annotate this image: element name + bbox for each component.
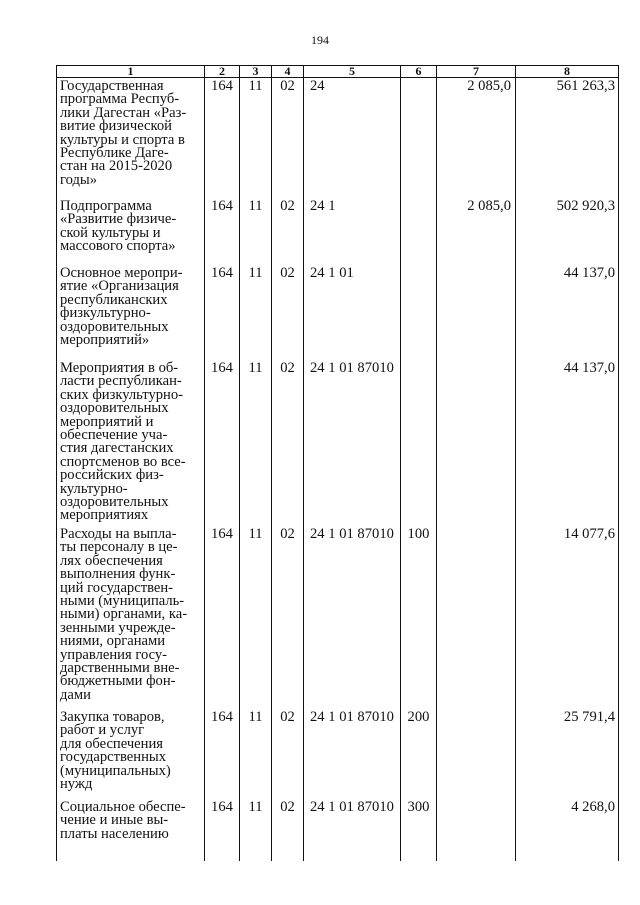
cell-code-3: 11	[240, 360, 272, 526]
description-line: лики Дагестан «Раз-	[60, 104, 187, 121]
row-description	[57, 265, 205, 360]
cell-code-4: 02	[272, 78, 304, 199]
description-line: государственных	[60, 749, 167, 766]
cell-target-article: 24 1 01 87010	[304, 799, 401, 861]
cell-code-3: 11	[240, 265, 272, 360]
table-row	[57, 360, 619, 526]
cell-code-3: 11	[240, 526, 272, 709]
cell-code-2: 164	[205, 78, 240, 199]
description-line: ты персоналу в це-	[60, 539, 178, 556]
description-line: оздоровительных	[60, 494, 169, 511]
description-line: республиканских	[60, 291, 168, 308]
description-line: ятие «Организация	[60, 278, 179, 295]
cell-expense-type: 200	[401, 709, 437, 799]
column-header-1: 1	[57, 66, 205, 78]
table-row	[57, 526, 619, 709]
description-line: Основное меропри-	[60, 265, 183, 281]
table-row	[57, 709, 619, 799]
column-header-5: 5	[304, 66, 401, 78]
cell-code-3: 11	[240, 799, 272, 861]
description-line: ской культуры и	[60, 224, 161, 241]
description-line: нужд	[60, 776, 93, 793]
description-line: дарственными вне-	[60, 660, 180, 677]
cell-amount-8: 4 268,0	[516, 799, 619, 861]
description-line: мероприятий и	[60, 413, 154, 430]
description-line: ными (муниципаль-	[60, 593, 185, 610]
cell-expense-type	[401, 265, 437, 360]
description-line: российских физ-	[60, 467, 164, 484]
cell-expense-type: 300	[401, 799, 437, 861]
column-header-8: 8	[516, 66, 619, 78]
cell-target-article: 24 1	[304, 198, 401, 265]
description-line: Расходы на выпла-	[60, 526, 177, 542]
column-header-6: 6	[401, 66, 437, 78]
description-line: Подпрограмма	[60, 198, 152, 214]
cell-code-2: 164	[205, 709, 240, 799]
description-line: обеспечение уча-	[60, 427, 168, 444]
cell-target-article: 24	[304, 78, 401, 199]
cell-code-4: 02	[272, 526, 304, 709]
row-description	[57, 360, 205, 526]
description-line: дами	[60, 686, 91, 703]
cell-amount-7	[437, 360, 516, 526]
cell-expense-type	[401, 78, 437, 199]
cell-expense-type: 100	[401, 526, 437, 709]
description-line: зенными учрежде-	[60, 619, 176, 636]
cell-code-4: 02	[272, 198, 304, 265]
column-header-2: 2	[205, 66, 240, 78]
cell-code-4: 02	[272, 709, 304, 799]
description-line: физкультурно-	[60, 305, 151, 322]
cell-target-article: 24 1 01 87010	[304, 360, 401, 526]
row-description	[57, 526, 205, 709]
cell-code-2: 164	[205, 360, 240, 526]
table-body	[57, 78, 619, 862]
cell-amount-7: 2 085,0	[437, 198, 516, 265]
cell-code-4: 02	[272, 799, 304, 861]
cell-amount-7	[437, 526, 516, 709]
description-line: работ и услуг	[60, 722, 145, 739]
cell-target-article: 24 1 01 87010	[304, 526, 401, 709]
description-line: Мероприятия в об-	[60, 360, 179, 376]
description-line: витие физической	[60, 118, 172, 135]
description-line: чение и иные вы-	[60, 812, 169, 829]
cell-target-article: 24 1 01 87010	[304, 709, 401, 799]
description-line: культурно-	[60, 480, 128, 497]
description-line: ских физкультурно-	[60, 386, 184, 403]
table-row	[57, 78, 619, 199]
table-row	[57, 198, 619, 265]
description-line: лях обеспечения	[60, 552, 163, 569]
description-line: Закупка товаров,	[60, 709, 165, 725]
description-line: ций государствен-	[60, 579, 174, 596]
description-line: Социальное обеспе-	[60, 799, 186, 815]
column-header-4: 4	[272, 66, 304, 78]
cell-amount-8: 25 791,4	[516, 709, 619, 799]
description-line: программа Респуб-	[60, 91, 180, 108]
cell-code-4: 02	[272, 360, 304, 526]
column-header-7: 7	[437, 66, 516, 78]
row-description	[57, 709, 205, 799]
cell-expense-type	[401, 198, 437, 265]
description-line: ласти республикан-	[60, 373, 182, 390]
cell-code-4: 02	[272, 265, 304, 360]
description-line: для обеспечения	[60, 735, 163, 752]
budget-table	[56, 65, 619, 861]
description-line: массового спорта»	[60, 238, 176, 255]
description-line: Государственная	[60, 78, 164, 94]
description-line: выполнения функ-	[60, 566, 176, 583]
description-line: оздоровительных	[60, 318, 169, 335]
cell-code-3: 11	[240, 198, 272, 265]
cell-code-2: 164	[205, 198, 240, 265]
cell-amount-7	[437, 709, 516, 799]
description-line: платы населению	[60, 825, 169, 842]
cell-amount-8: 44 137,0	[516, 360, 619, 526]
description-line: годы»	[60, 171, 98, 188]
description-line: спортсменов во все-	[60, 453, 186, 470]
cell-amount-7: 2 085,0	[437, 78, 516, 199]
description-line: (муниципальных)	[60, 762, 171, 779]
row-description	[57, 799, 205, 861]
cell-code-2: 164	[205, 799, 240, 861]
description-line: ными) органами, ка-	[60, 606, 188, 623]
description-line: мероприятиях	[60, 507, 149, 524]
cell-amount-8: 561 263,3	[516, 78, 619, 199]
row-description	[57, 198, 205, 265]
row-description	[57, 78, 205, 199]
page-number: 194	[311, 33, 329, 47]
cell-code-2: 164	[205, 265, 240, 360]
cell-code-3: 11	[240, 709, 272, 799]
description-line: культуры и спорта в	[60, 131, 185, 148]
cell-code-2: 164	[205, 526, 240, 709]
table-row	[57, 799, 619, 861]
cell-expense-type	[401, 360, 437, 526]
description-line: управления госу-	[60, 646, 168, 663]
description-line: ниями, органами	[60, 633, 166, 650]
cell-amount-7	[437, 265, 516, 360]
table-row	[57, 265, 619, 360]
cell-target-article: 24 1 01	[304, 265, 401, 360]
description-line: стия дагестанских	[60, 440, 174, 457]
column-header-3: 3	[240, 66, 272, 78]
description-line: бюджетными фон-	[60, 673, 176, 690]
description-line: Республике Даге-	[60, 145, 169, 162]
description-line: «Развитие физиче-	[60, 211, 177, 228]
cell-amount-8: 44 137,0	[516, 265, 619, 360]
table-header-row	[57, 66, 619, 78]
description-line: мероприятий»	[60, 332, 150, 349]
description-line: стан на 2015-2020	[60, 158, 173, 175]
description-line: оздоровительных	[60, 400, 169, 417]
cell-code-3: 11	[240, 78, 272, 199]
cell-amount-8: 502 920,3	[516, 198, 619, 265]
cell-amount-8: 14 077,6	[516, 526, 619, 709]
cell-amount-7	[437, 799, 516, 861]
